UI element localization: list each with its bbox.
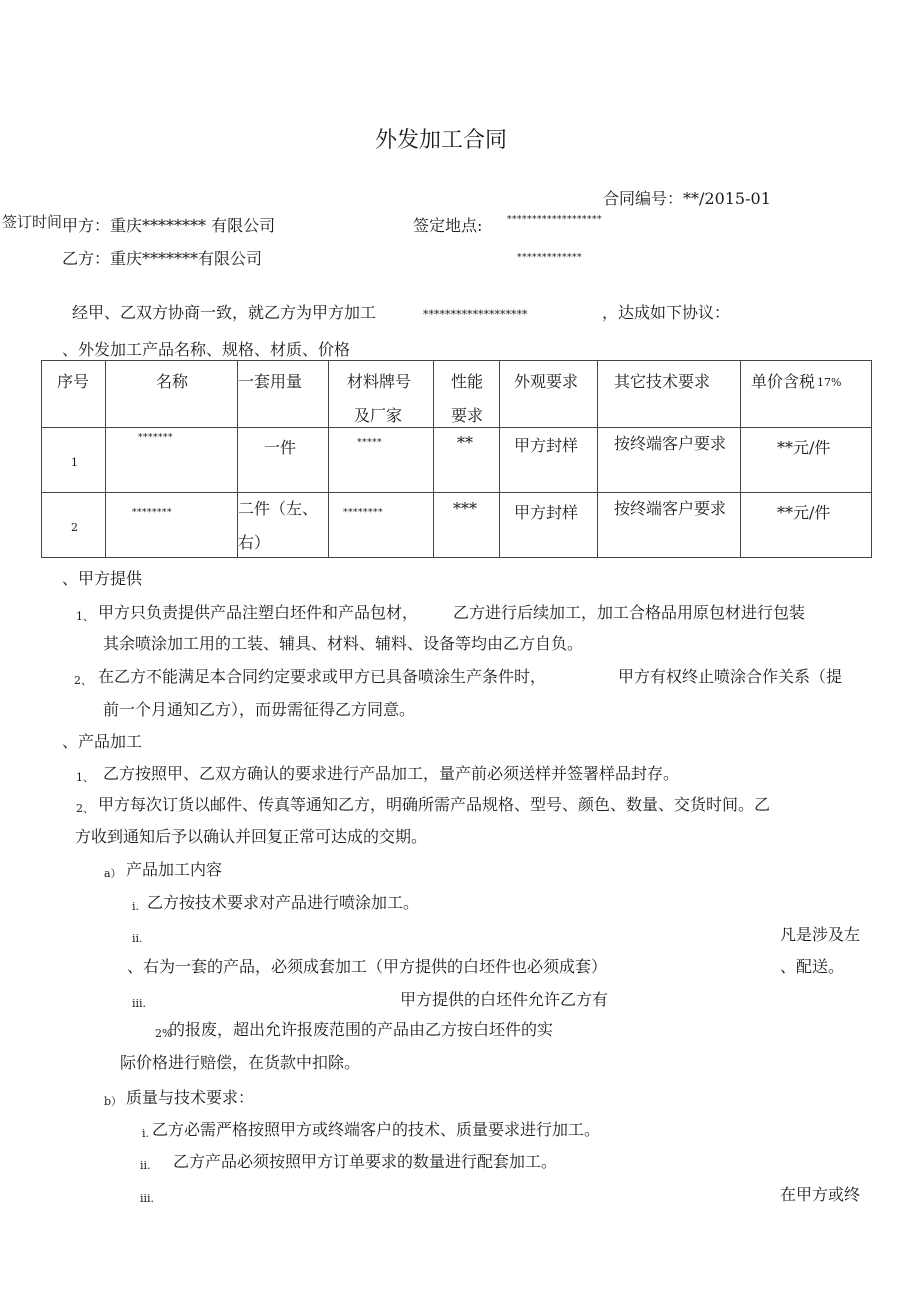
section-1-heading: 、外发加工产品名称、规格、材质、价格: [62, 340, 351, 359]
b-item-ii: 乙方产品必须按照甲方订单要求的数量进行配套加工。: [173, 1152, 558, 1171]
roman-number: ii.: [132, 932, 143, 945]
section-2-p2-line2: 前一个月通知乙方），而毋需征得乙方同意。: [103, 700, 416, 719]
a-item-ii-line2-end: 、配送。: [780, 957, 845, 976]
header-cell: 其它技术要求: [598, 361, 741, 428]
intro-prefix: 经甲、乙双方协商一致，就乙方为甲方加工: [72, 303, 377, 322]
section-2-p1a: 甲方只负责提供产品注塑白坯件和产品包材，: [98, 603, 419, 622]
roman-number: i.: [142, 1127, 150, 1140]
header-cell: 单价含税 17%: [741, 361, 872, 428]
table-row: 1 ******* 一件 ***** ** 甲方封样 按终端客户要求 **元/件: [42, 428, 872, 493]
header-cell: 序号: [42, 361, 106, 428]
section-2-p2b: 甲方有权终止喷涂合作关系（提: [618, 667, 843, 686]
list-number: 1、: [76, 610, 94, 623]
section-2-heading: 、甲方提供: [62, 569, 143, 588]
table-row: 2 ******** 二件（左、右） ******** *** 甲方封样 按终端客户要求 **元/件: [42, 493, 872, 558]
sign-place-value: *******************: [507, 215, 602, 225]
sub-heading-b: 质量与技术要求：: [126, 1088, 255, 1107]
header-cell: 材料牌号 及厂家: [329, 361, 434, 428]
sub-heading-a: 产品加工内容: [126, 860, 223, 879]
a-item-iii-line2: 的报废，超出允许报废范围的产品由乙方按白坯件的实: [169, 1020, 554, 1039]
header-cell: 外观要求: [500, 361, 598, 428]
header-cell: 名称: [106, 361, 238, 428]
section-2-p2a: 在乙方不能满足本合同约定要求或甲方已具备喷涂生产条件时，: [98, 667, 547, 686]
roman-number: iii.: [132, 997, 147, 1010]
a-item-ii-line2: 、右为一套的产品，必须成套加工（甲方提供的白坯件也必须成套）: [127, 957, 608, 976]
a-item-ii-right: 凡是涉及左: [780, 925, 861, 944]
party-a: 甲方：重庆******** 有限公司: [62, 216, 276, 235]
party-b-aux: *************: [517, 253, 582, 263]
roman-number: i.: [132, 900, 140, 913]
party-b: 乙方：重庆*******有限公司: [62, 249, 263, 268]
b-item-iii-right: 在甲方或终: [780, 1185, 861, 1204]
intro-masked: *******************: [423, 308, 528, 321]
a-item-iii-line3: 际价格进行赔偿，在货款中扣除。: [120, 1053, 361, 1072]
sign-place-label: 签定地点:: [413, 216, 483, 235]
roman-number: ii.: [140, 1159, 151, 1172]
a-item-i: 乙方按技术要求对产品进行喷涂加工。: [147, 893, 420, 912]
list-number: 1、: [76, 771, 94, 784]
sign-time-label: 签订时间: [2, 213, 63, 231]
table-header-row: [42, 361, 872, 428]
b-item-i: 乙方必需严格按照甲方或终端客户的技术、质量要求进行加工。: [152, 1120, 601, 1139]
header-cell: 一套用量: [238, 361, 329, 428]
list-number: 2、: [76, 802, 94, 815]
section-3-p2-line2: 方收到通知后予以确认并回复正常可达成的交期。: [75, 827, 428, 846]
roman-number: iii.: [140, 1192, 155, 1205]
sub-label: b）: [104, 1095, 123, 1108]
list-number: 2、: [74, 674, 92, 687]
section-3-heading: 、产品加工: [62, 732, 143, 751]
sub-label: a）: [104, 867, 122, 880]
section-2-p1-line2: 其余喷涂加工用的工装、辅具、材料、辅料、设备等均由乙方自负。: [103, 634, 584, 653]
contract-title: 外发加工合同: [375, 128, 508, 153]
section-2-p1b: 乙方进行后续加工，加工合格品用原包材进行包装: [453, 603, 806, 622]
a-item-iii: 甲方提供的白坯件允许乙方有: [400, 990, 609, 1009]
header-cell: 性能 要求: [434, 361, 500, 428]
contract-number: 合同编号：**/2015-01: [603, 189, 771, 208]
spec-table: [41, 360, 872, 558]
section-3-p2-line1: 甲方每次订货以邮件、传真等通知乙方，明确所需产品规格、型号、颜色、数量、交货时间。乙: [98, 795, 771, 814]
percent-value: 2%: [155, 1027, 173, 1040]
intro-suffix: ，达成如下协议：: [602, 303, 731, 322]
section-3-p1: 乙方按照甲、乙双方确认的要求进行产品加工，量产前必须送样并签署样品封存。: [103, 764, 680, 783]
